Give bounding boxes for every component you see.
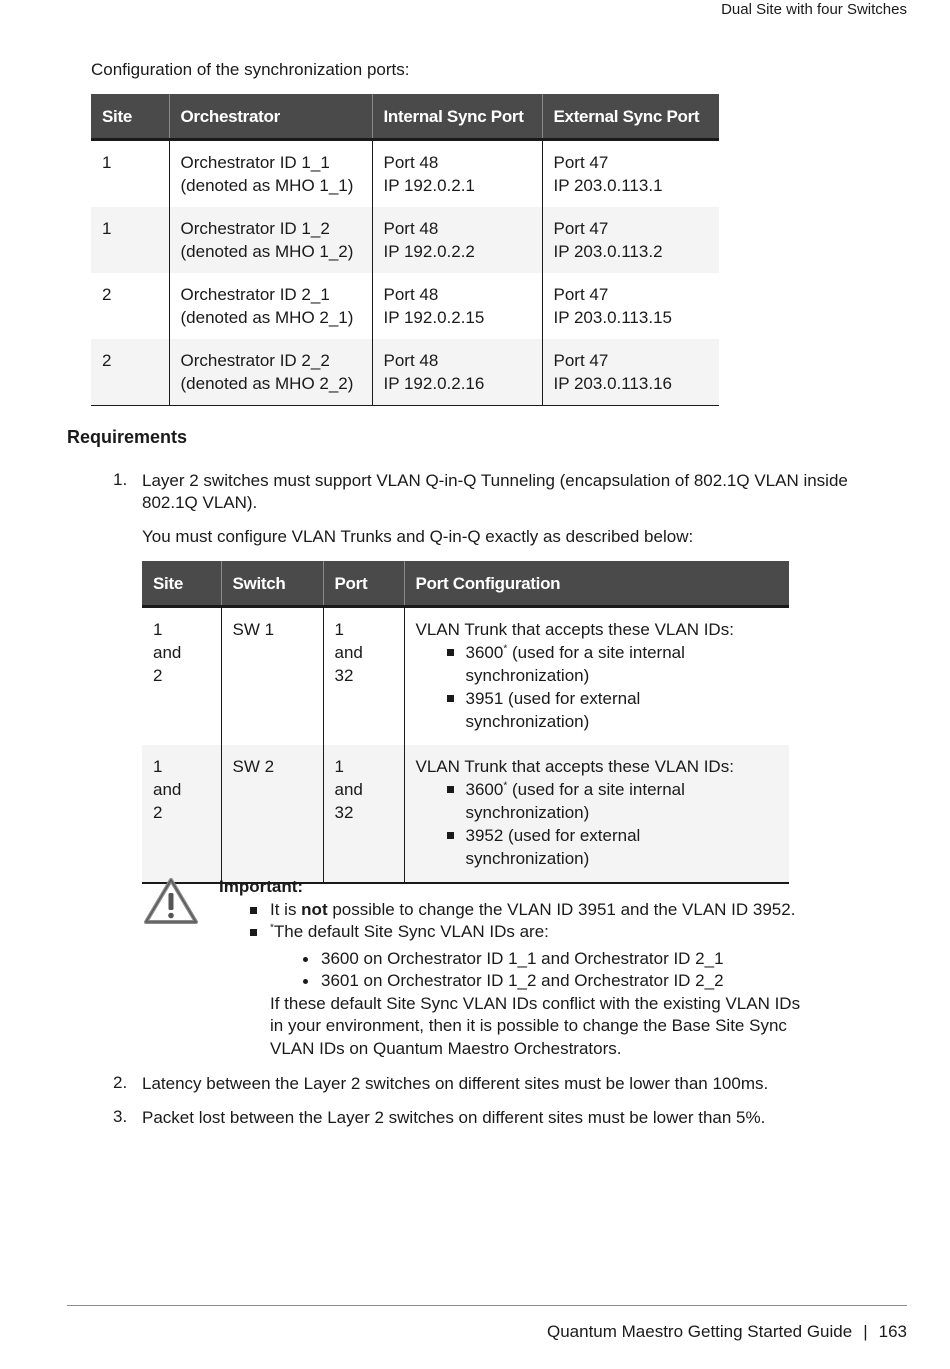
square-bullet-icon — [447, 832, 454, 839]
column-header-orchestrator: Orchestrator — [169, 94, 372, 140]
requirement-text: Packet lost between the Layer 2 switches on different sites must be lower than 5%. — [142, 1108, 766, 1127]
guide-title: Quantum Maestro Getting Started Guide — [546, 1322, 853, 1341]
cell-internal-sync-port: Port 48 IP 192.0.2.1 — [372, 140, 542, 208]
footer-separator: | — [863, 1322, 868, 1341]
list-item: 3600 on Orchestrator ID 1_1 and Orchestrator ID 2_1 — [219, 948, 829, 971]
column-header-port-configuration: Port Configuration — [404, 561, 789, 607]
round-bullet-icon — [303, 957, 308, 962]
important-note — [219, 876, 829, 1060]
important-note-text: If these default Site Sync VLAN IDs conflict with the existing VLAN IDs in your environment, then it is possible to change the Base Site Sync VLAN IDs on Quantum Maestro Orchestrators. — [270, 993, 801, 1058]
list-item: 3952 (used for external synchronization) — [416, 824, 779, 870]
cell-external-sync-port: Port 47 IP 203.0.113.15 — [542, 273, 719, 339]
table-row — [91, 207, 719, 273]
cell-orchestrator: Orchestrator ID 2_2 (denoted as MHO 2_2) — [169, 339, 372, 406]
requirements-heading: Requirements — [67, 427, 188, 447]
column-header-port: Port — [323, 561, 404, 607]
sync-ports-table — [91, 94, 719, 406]
requirement-text: Latency between the Layer 2 switches on different sites must be lower than 100ms. — [142, 1074, 769, 1093]
table-row — [142, 745, 789, 883]
column-header-internal-sync-port: Internal Sync Port — [372, 94, 542, 140]
cell-port: 1 and 32 — [323, 745, 404, 883]
list-number: 3. — [113, 1107, 128, 1126]
warning-triangle-icon — [142, 876, 200, 928]
table-header-row — [142, 561, 789, 607]
square-bullet-icon — [447, 695, 454, 702]
page-number: 163 — [878, 1322, 907, 1341]
table-row — [91, 140, 719, 208]
cell-orchestrator: Orchestrator ID 1_2 (denoted as MHO 1_2) — [169, 207, 372, 273]
cell-site: 2 — [91, 339, 169, 406]
cell-internal-sync-port: Port 48 IP 192.0.2.15 — [372, 273, 542, 339]
list-item: It is not possible to change the VLAN ID 3951 and the VLAN ID 3952. — [219, 899, 829, 922]
table-row — [91, 339, 719, 406]
cell-site: 1 and 2 — [153, 620, 182, 685]
column-header-site: Site — [91, 94, 169, 140]
important-title: Important: — [219, 877, 304, 896]
page-footer — [547, 1322, 907, 1342]
cell-port-configuration: VLAN Trunk that accepts these VLAN IDs: 3600* (used for a site internal synchronization) 3951 (used for external synchronization) — [404, 607, 789, 746]
cell-site: 2 — [102, 285, 112, 304]
list-item: 3601 on Orchestrator ID 1_2 and Orchestrator ID 2_2 — [219, 970, 829, 993]
cell-switch: SW 1 — [221, 607, 323, 746]
list-number: 1. — [113, 470, 128, 489]
column-header-external-sync-port: External Sync Port — [542, 94, 719, 140]
cell-switch: SW 2 — [221, 745, 323, 883]
running-header: Dual Site with four Switches — [721, 1, 907, 18]
square-bullet-icon — [447, 786, 454, 793]
instruction-text: You must configure VLAN Trunks and Q-in-Q exactly as described below: — [142, 527, 694, 546]
intro-text: Configuration of the synchronization ports: — [91, 60, 410, 79]
footer-divider — [67, 1305, 907, 1306]
square-bullet-icon — [250, 929, 257, 936]
list-item: *The default Site Sync VLAN IDs are: — [219, 921, 829, 944]
cell-site: 1 and 2 — [142, 745, 221, 883]
square-bullet-icon — [447, 649, 454, 656]
column-header-switch: Switch — [221, 561, 323, 607]
cell-external-sync-port: Port 47 IP 203.0.113.2 — [542, 207, 719, 273]
cell-internal-sync-port: Port 48 IP 192.0.2.2 — [372, 207, 542, 273]
square-bullet-icon — [250, 907, 257, 914]
list-item: 3600* (used for a site internal synchronization) — [416, 641, 779, 687]
requirement-text: Layer 2 switches must support VLAN Q-in-Q Tunneling (encapsulation of 802.1Q VLAN inside 802.1Q VLAN). — [142, 471, 848, 512]
cell-orchestrator: Orchestrator ID 2_1 (denoted as MHO 2_1) — [169, 273, 372, 339]
list-item: 3951 (used for external synchronization) — [416, 687, 779, 733]
list-number: 2. — [113, 1073, 128, 1092]
cell-site: 1 — [102, 153, 112, 172]
table-row — [142, 607, 789, 746]
list-item: 3600* (used for a site internal synchronization) — [416, 778, 779, 824]
column-header-site: Site — [142, 561, 221, 607]
vlan-config-table — [142, 561, 789, 884]
cell-internal-sync-port: Port 48 IP 192.0.2.16 — [372, 339, 542, 406]
cell-port-configuration: VLAN Trunk that accepts these VLAN IDs: 3600* (used for a site internal synchronization) 3952 (used for external synchronization) — [404, 745, 789, 883]
cell-site: 1 — [91, 207, 169, 273]
table-header-row — [91, 94, 719, 140]
cell-external-sync-port: Port 47 IP 203.0.113.16 — [542, 339, 719, 406]
table-row — [91, 273, 719, 339]
cell-port: 1 and 32 — [323, 607, 404, 746]
cell-orchestrator: Orchestrator ID 1_1 (denoted as MHO 1_1) — [169, 140, 372, 208]
cell-external-sync-port: Port 47 IP 203.0.113.1 — [542, 140, 719, 208]
round-bullet-icon — [303, 979, 308, 984]
